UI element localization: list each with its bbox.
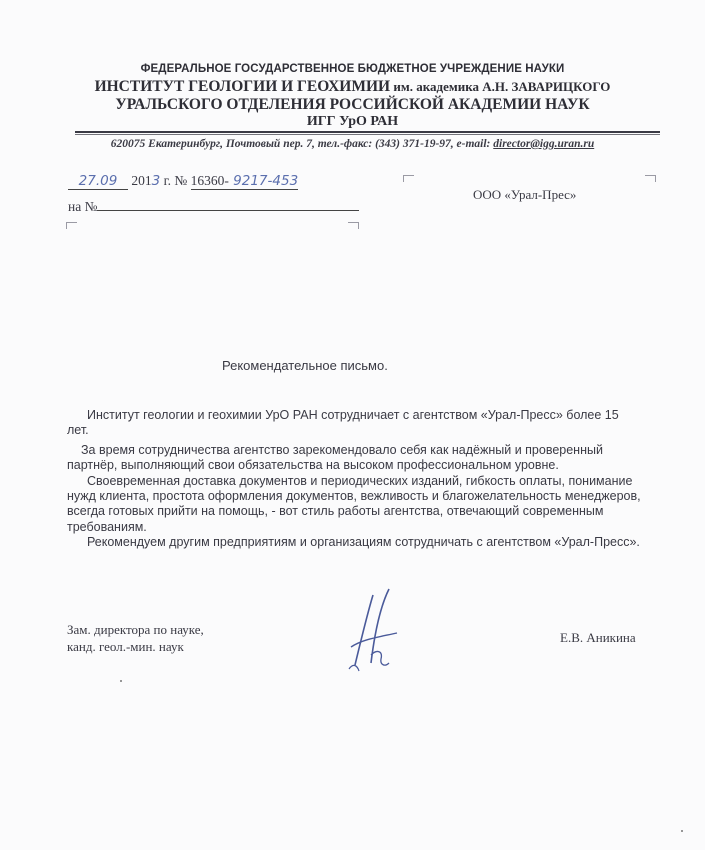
scan-speck [681,830,683,832]
body-paragraph: Своевременная доставка документов и периодических изданий, гибкость оплаты, понимание нужд клиента, простота оформления документов, вежливость и благожелательность менеджеров, всегда готовых прийти на помощь, - вот стиль работы агентства, отвечающий современным требованиям. [67,473,641,534]
header-address [0,138,705,150]
body-paragraph: Рекомендуем другим предприятиям и организациям сотрудничать с агентством «Урал-Пресс». [87,535,640,550]
email-link[interactable]: director@igg.uran.ru [493,138,595,150]
recipient: ООО «Урал-Прес» [473,187,577,202]
body-paragraph: Институт геологии и геохимии УрО РАН сотрудничает с агентством «Урал-Пресс» более 15 лет. [67,408,619,438]
reference-blank [97,198,359,211]
header-abbreviation: ИГГ УрО РАН [306,114,399,129]
body-paragraph: За время сотрудничества агентство зарекомендовало себя как надёжный и проверенный партнёр, выполняющий свои обязательства на высоком профессиональном уровне. [67,442,603,473]
year-prefix: 201 [128,173,152,188]
scan-speck [120,680,122,682]
letter-title: Рекомендательное письмо. [222,358,388,373]
outgoing-date-number [68,173,298,190]
address-text: 620075 Екатеринбург, Почтовый пер. 7, тел.-факс: (343) 371-19-97, e-mail: [110,138,494,150]
position-line-2: канд. геол.-мин. наук [67,639,184,654]
date-handwritten: 27.09 [68,173,128,190]
number-handwritten: 9217-453 [228,173,299,189]
corner-mark [645,175,656,182]
letter-body [67,408,642,551]
outgoing-number [191,173,299,190]
header-line-1: ФЕДЕРАЛЬНОЕ ГОСУДАРСТВЕННОЕ БЮДЖЕТНОЕ УЧРЕЖДЕНИЕ НАУКИ [140,63,565,75]
number-printed: 16360- [190,173,229,188]
header-rule-thick [75,131,660,133]
header-institute-name [0,78,705,96]
handwritten-signature [345,585,405,680]
position-line-1: Зам. директора по науке, [67,622,204,637]
corner-mark [348,222,359,229]
corner-mark [66,222,77,229]
corner-mark [403,175,414,182]
signatory-name: Е.В. Аникина [560,630,636,645]
signatory-position [67,621,204,655]
header-rule-thin [75,134,660,135]
header-line-3: УРАЛЬСКОГО ОТДЕЛЕНИЯ РОССИЙСКОЙ АКАДЕМИИ НАУК [115,96,590,113]
header-institute-main: ИНСТИТУТ ГЕОЛОГИИ И ГЕОХИМИИ [94,78,391,95]
year-suffix: г. № [160,173,191,188]
reference-label: на № [68,199,98,214]
header-institute-named-after: им. академика А.Н. ЗАВАРИЦКОГО [390,79,611,94]
reference-line [68,198,359,215]
year-handwritten: 3 [151,173,161,189]
